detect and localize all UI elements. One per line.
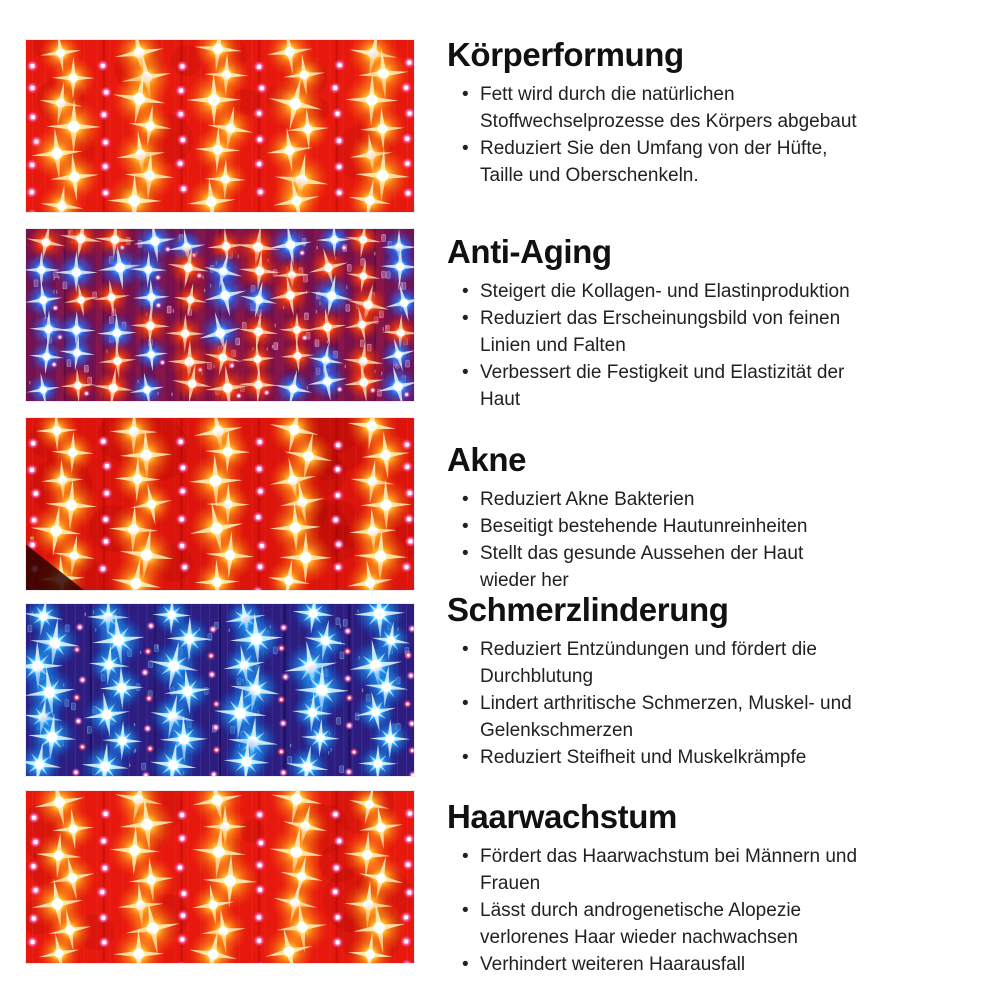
led-panel-figure [25, 39, 415, 213]
led-panel-figure [25, 417, 415, 591]
led-panel-figure [25, 603, 415, 777]
bullet-item: • Reduziert Steifheit und Muskelkrämpfe [447, 744, 859, 771]
bullet-item: • Verhindert weiteren Haarausfall [447, 951, 859, 978]
section-heading: Schmerzlinderung [447, 591, 729, 628]
bullet-item: • Reduziert Entzündungen und fördert die Durchblutung [447, 636, 859, 690]
section-akne [447, 441, 887, 594]
red-led-panel-image [25, 39, 415, 213]
bullet-item: • Verbessert die Festigkeit und Elastizität der Haut [447, 359, 859, 413]
bullet-item: • Fördert das Haarwachstum bei Männern und Frauen [447, 843, 859, 897]
section-anti-aging [447, 233, 887, 413]
bullet-item: • Stellt das gesunde Aussehen der Haut wieder her [447, 540, 859, 594]
blue-led-panel-image [25, 603, 415, 777]
section-heading: Haarwachstum [447, 798, 677, 835]
section-heading: Anti-Aging [447, 233, 612, 270]
led-panel-figure [25, 228, 415, 402]
red-led-panel-image [25, 790, 415, 964]
section-heading: Körperformung [447, 36, 684, 73]
bullet-list [447, 636, 859, 771]
bullet-item: • Reduziert das Erscheinungsbild von feinen Linien und Falten [447, 305, 859, 359]
section-koerperformung [447, 36, 887, 189]
bullet-list [447, 486, 859, 594]
bullet-item: • Reduziert Sie den Umfang von der Hüfte, Taille und Oberschenkeln. [447, 135, 859, 189]
section-haarwachstum [447, 798, 887, 978]
bullet-item: • Beseitigt bestehende Hautunreinheiten [447, 513, 859, 540]
bullet-list [447, 843, 859, 978]
red-blue-led-panel-image [25, 228, 415, 402]
bullet-item: • Lindert arthritische Schmerzen, Muskel- und Gelenkschmerzen [447, 690, 859, 744]
bullet-item: • Steigert die Kollagen- und Elastinproduktion [447, 278, 859, 305]
bullet-list [447, 278, 859, 413]
section-schmerzlinderung [447, 591, 887, 771]
red-led-panel-image [25, 417, 415, 591]
bullet-list [447, 81, 859, 189]
bullet-item: • Lässt durch androgenetische Alopezie verlorenes Haar wieder nachwachsen [447, 897, 859, 951]
bullet-item: • Fett wird durch die natürlichen Stoffwechselprozesse des Körpers abgebaut [447, 81, 859, 135]
led-panel-figure [25, 790, 415, 964]
section-heading: Akne [447, 441, 527, 478]
bullet-item: • Reduziert Akne Bakterien [447, 486, 859, 513]
